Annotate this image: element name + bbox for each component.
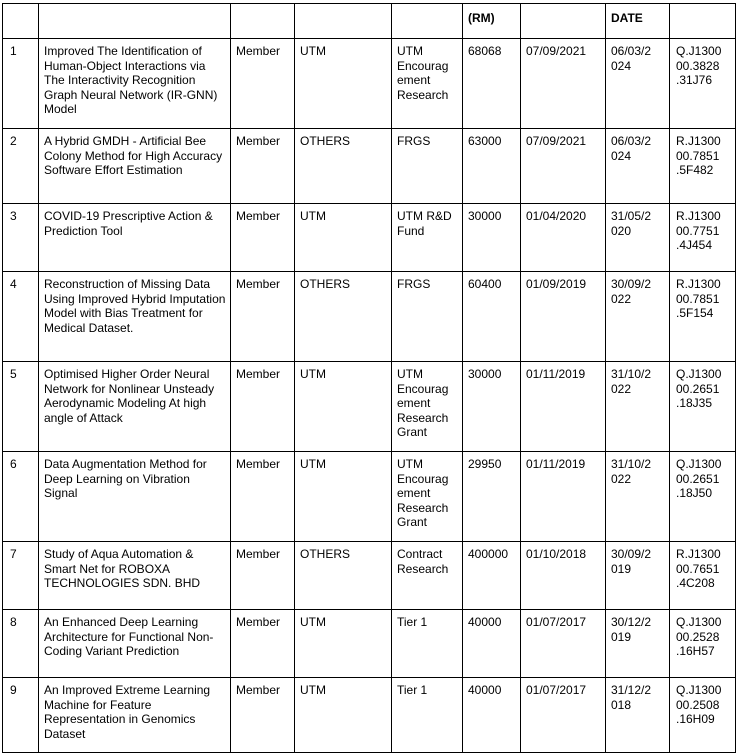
row-number-cell: 7 bbox=[3, 542, 39, 610]
reference-cell: R.J1300 00.7851 .5F154 bbox=[670, 272, 736, 362]
start-date-cell: 01/11/2019 bbox=[521, 452, 606, 542]
sponsor-cell: UTM bbox=[295, 362, 392, 452]
reference-cell: Q.J1300 00.3828 .31J76 bbox=[670, 39, 736, 129]
row-number-cell: 3 bbox=[3, 204, 39, 272]
start-date-cell: 07/09/2021 bbox=[521, 129, 606, 204]
sponsor-cell: UTM bbox=[295, 204, 392, 272]
row-number-cell: 2 bbox=[3, 129, 39, 204]
grant-type-cell: Tier 1 bbox=[392, 678, 463, 753]
header-cell-ref bbox=[670, 4, 736, 39]
grants-table bbox=[2, 3, 736, 753]
sponsor-cell: UTM bbox=[295, 452, 392, 542]
grant-type-cell: FRGS bbox=[392, 129, 463, 204]
sponsor-cell: OTHERS bbox=[295, 129, 392, 204]
reference-cell: R.J1300 00.7851 .5F482 bbox=[670, 129, 736, 204]
end-date-cell: 30/12/2 019 bbox=[606, 610, 670, 678]
title-cell: A Hybrid GMDH - Artificial Bee Colony Method for High Accuracy Software Effort Estimation bbox=[39, 129, 231, 204]
grant-type-cell: FRGS bbox=[392, 272, 463, 362]
role-cell: Member bbox=[231, 678, 295, 753]
start-date-cell: 07/09/2021 bbox=[521, 39, 606, 129]
role-cell: Member bbox=[231, 452, 295, 542]
reference-cell: R.J1300 00.7651 .4C208 bbox=[670, 542, 736, 610]
header-cell-no bbox=[3, 4, 39, 39]
end-date-cell: 06/03/2 024 bbox=[606, 39, 670, 129]
grant-type-cell: UTM Encourag ement Research Grant bbox=[392, 362, 463, 452]
table-row bbox=[3, 610, 736, 678]
sponsor-cell: OTHERS bbox=[295, 542, 392, 610]
end-date-cell: 31/05/2 020 bbox=[606, 204, 670, 272]
table-row bbox=[3, 678, 736, 753]
grant-type-cell: UTM Encourag ement Research Grant bbox=[392, 452, 463, 542]
amount-cell: 40000 bbox=[463, 610, 521, 678]
title-cell: COVID-19 Prescriptive Action & Prediction Tool bbox=[39, 204, 231, 272]
table-row bbox=[3, 204, 736, 272]
table-row bbox=[3, 39, 736, 129]
role-cell: Member bbox=[231, 129, 295, 204]
table-header-row bbox=[3, 4, 736, 39]
grant-type-cell: UTM R&D Fund bbox=[392, 204, 463, 272]
row-number-cell: 8 bbox=[3, 610, 39, 678]
header-cell-role bbox=[231, 4, 295, 39]
title-cell: An Enhanced Deep Learning Architecture for Functional Non-Coding Variant Prediction bbox=[39, 610, 231, 678]
sponsor-cell: UTM bbox=[295, 39, 392, 129]
table-row bbox=[3, 129, 736, 204]
row-number-cell: 6 bbox=[3, 452, 39, 542]
header-cell-grant bbox=[392, 4, 463, 39]
row-number-cell: 5 bbox=[3, 362, 39, 452]
sponsor-cell: UTM bbox=[295, 610, 392, 678]
start-date-cell: 01/09/2019 bbox=[521, 272, 606, 362]
grant-type-cell: Contract Research bbox=[392, 542, 463, 610]
header-cell-start bbox=[521, 4, 606, 39]
row-number-cell: 4 bbox=[3, 272, 39, 362]
amount-cell: 63000 bbox=[463, 129, 521, 204]
end-date-cell: 30/09/2 022 bbox=[606, 272, 670, 362]
role-cell: Member bbox=[231, 610, 295, 678]
role-cell: Member bbox=[231, 204, 295, 272]
amount-cell: 40000 bbox=[463, 678, 521, 753]
table-row bbox=[3, 362, 736, 452]
row-number-cell: 1 bbox=[3, 39, 39, 129]
role-cell: Member bbox=[231, 272, 295, 362]
title-cell: An Improved Extreme Learning Machine for Feature Representation in Genomics Dataset bbox=[39, 678, 231, 753]
table-row bbox=[3, 272, 736, 362]
reference-cell: Q.J1300 00.2508 .16H09 bbox=[670, 678, 736, 753]
amount-cell: 30000 bbox=[463, 204, 521, 272]
amount-cell: 68068 bbox=[463, 39, 521, 129]
reference-cell: Q.J1300 00.2528 .16H57 bbox=[670, 610, 736, 678]
start-date-cell: 01/10/2018 bbox=[521, 542, 606, 610]
start-date-cell: 01/11/2019 bbox=[521, 362, 606, 452]
header-cell-sponsor bbox=[295, 4, 392, 39]
amount-cell: 60400 bbox=[463, 272, 521, 362]
header-cell-amount: (RM) bbox=[463, 4, 521, 39]
grant-type-cell: UTM Encourag ement Research bbox=[392, 39, 463, 129]
end-date-cell: 06/03/2 024 bbox=[606, 129, 670, 204]
amount-cell: 29950 bbox=[463, 452, 521, 542]
title-cell: Optimised Higher Order Neural Network for Nonlinear Unsteady Aerodynamic Modeling At high angle of Attack bbox=[39, 362, 231, 452]
title-cell: Reconstruction of Missing Data Using Improved Hybrid Imputation Model with Bias Treatment for Medical Dataset. bbox=[39, 272, 231, 362]
end-date-cell: 30/09/2 019 bbox=[606, 542, 670, 610]
reference-cell: Q.J1300 00.2651 .18J35 bbox=[670, 362, 736, 452]
role-cell: Member bbox=[231, 362, 295, 452]
table-row bbox=[3, 452, 736, 542]
amount-cell: 30000 bbox=[463, 362, 521, 452]
start-date-cell: 01/04/2020 bbox=[521, 204, 606, 272]
sponsor-cell: UTM bbox=[295, 678, 392, 753]
title-cell: Improved The Identification of Human-Object Interactions via The Interactivity Recognition Graph Neural Network (IR-GNN) Model bbox=[39, 39, 231, 129]
role-cell: Member bbox=[231, 542, 295, 610]
amount-cell: 400000 bbox=[463, 542, 521, 610]
title-cell: Data Augmentation Method for Deep Learning on Vibration Signal bbox=[39, 452, 231, 542]
row-number-cell: 9 bbox=[3, 678, 39, 753]
start-date-cell: 01/07/2017 bbox=[521, 610, 606, 678]
end-date-cell: 31/10/2 022 bbox=[606, 362, 670, 452]
sponsor-cell: OTHERS bbox=[295, 272, 392, 362]
header-cell-title bbox=[39, 4, 231, 39]
title-cell: Study of Aqua Automation & Smart Net for ROBOXA TECHNOLOGIES SDN. BHD bbox=[39, 542, 231, 610]
end-date-cell: 31/12/2 018 bbox=[606, 678, 670, 753]
reference-cell: Q.J1300 00.2651 .18J50 bbox=[670, 452, 736, 542]
start-date-cell: 01/07/2017 bbox=[521, 678, 606, 753]
end-date-cell: 31/10/2 022 bbox=[606, 452, 670, 542]
grant-type-cell: Tier 1 bbox=[392, 610, 463, 678]
table-row bbox=[3, 542, 736, 610]
role-cell: Member bbox=[231, 39, 295, 129]
reference-cell: R.J1300 00.7751 .4J454 bbox=[670, 204, 736, 272]
header-cell-end: DATE bbox=[606, 4, 670, 39]
